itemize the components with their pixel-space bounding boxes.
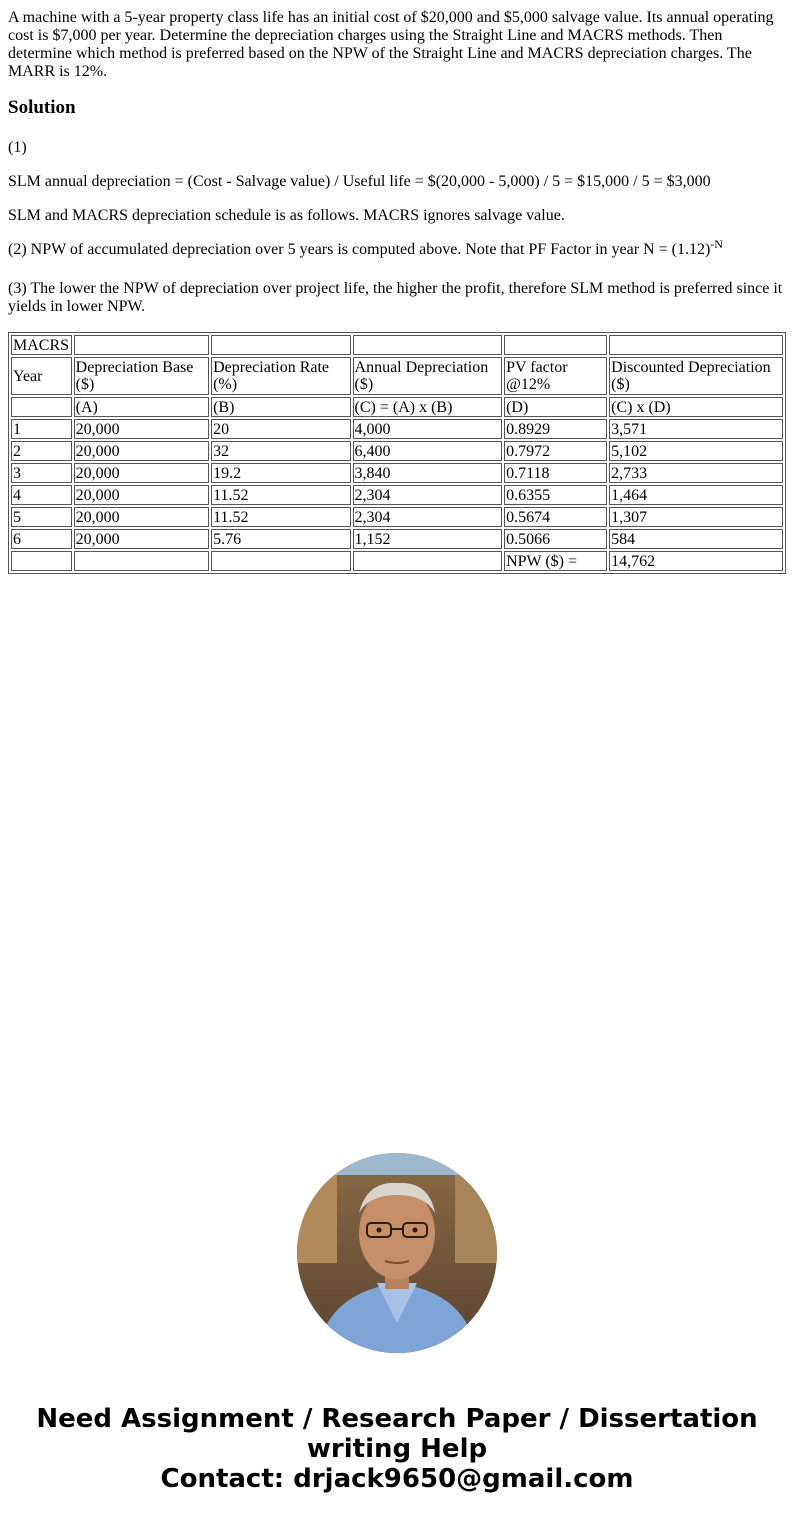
table-row xyxy=(11,463,783,483)
table-cell: (B) xyxy=(211,397,350,417)
table-cell: 5.76 xyxy=(211,529,350,549)
table-cell: Annual Depreciation ($) xyxy=(353,357,503,395)
table-row xyxy=(11,397,783,417)
table-cell: (A) xyxy=(74,397,209,417)
table-row xyxy=(11,357,783,395)
table-cell: 5,102 xyxy=(609,441,783,461)
table-cell: 0.7972 xyxy=(504,441,607,461)
table-cell xyxy=(353,551,503,571)
macrs-table xyxy=(8,332,786,574)
table-cell: 2,304 xyxy=(353,507,503,527)
table-cell: 6 xyxy=(11,529,72,549)
table-cell: 0.8929 xyxy=(504,419,607,439)
table-cell: 3,840 xyxy=(353,463,503,483)
schedule-note: SLM and MACRS depreciation schedule is as follows. MACRS ignores salvage value. xyxy=(8,207,565,224)
table-cell: 584 xyxy=(609,529,783,549)
table-cell: 20 xyxy=(211,419,350,439)
table-cell: PV factor @12% xyxy=(504,357,607,395)
table-cell: NPW ($) = xyxy=(504,551,607,571)
table-cell: 20,000 xyxy=(74,463,209,483)
table-cell: 3 xyxy=(11,463,72,483)
table-cell: 3,571 xyxy=(609,419,783,439)
footer-line-1: Need Assignment / Research Paper / Dissertation xyxy=(36,1404,758,1434)
table-cell: Discounted Depreciation ($) xyxy=(609,357,783,395)
table-row xyxy=(11,507,783,527)
table-cell: Depreciation Base ($) xyxy=(74,357,209,395)
table-cell: 0.5066 xyxy=(504,529,607,549)
table-cell: 20,000 xyxy=(74,529,209,549)
solution-heading: Solution xyxy=(8,97,76,118)
table-cell: 2,304 xyxy=(353,485,503,505)
table-cell xyxy=(211,551,350,571)
table-cell: 20,000 xyxy=(74,419,209,439)
table-cell: 20,000 xyxy=(74,507,209,527)
footer-line-2: writing Help xyxy=(306,1434,488,1464)
table-cell xyxy=(609,335,783,355)
footer-banner xyxy=(0,1404,794,1494)
table-cell: 2,733 xyxy=(609,463,783,483)
table-row xyxy=(11,485,783,505)
table-row xyxy=(11,551,783,571)
table-cell: 0.5674 xyxy=(504,507,607,527)
table-cell: (C) x (D) xyxy=(609,397,783,417)
table-cell: 5 xyxy=(11,507,72,527)
table-cell xyxy=(353,335,503,355)
question-text: A machine with a 5-year property class life has an initial cost of $20,000 and $5,000 salvage value. Its annual operating cost is $7,000 per year. Determine the depreciation charges using the Straight Line and MACRS methods. Then determine which method is preferred based on the NPW of the Straight Line and MACRS depreciation charges. The MARR is 12%. xyxy=(8,9,774,80)
table-cell: Depreciation Rate (%) xyxy=(211,357,350,395)
npw-note xyxy=(8,237,723,259)
table-cell: 1,307 xyxy=(609,507,783,527)
table-cell: 1,152 xyxy=(353,529,503,549)
part-1-label: (1) xyxy=(8,139,27,156)
footer-contact: Contact: drjack9650@gmail.com xyxy=(160,1464,634,1494)
table-cell: 6,400 xyxy=(353,441,503,461)
table-cell: 20,000 xyxy=(74,441,209,461)
table-cell: 2 xyxy=(11,441,72,461)
table-cell: 4,000 xyxy=(353,419,503,439)
table-cell xyxy=(74,551,209,571)
table-cell: 11.52 xyxy=(211,507,350,527)
table-row xyxy=(11,419,783,439)
author-avatar xyxy=(297,1153,497,1353)
table-row xyxy=(11,441,783,461)
table-cell: 0.7118 xyxy=(504,463,607,483)
conclusion-text: (3) The lower the NPW of depreciation over project life, the higher the profit, therefore SLM method is preferred since it yields in lower NPW. xyxy=(8,280,783,315)
table-cell xyxy=(11,397,72,417)
table-cell xyxy=(74,335,209,355)
author-photo xyxy=(297,1153,497,1353)
table-cell xyxy=(11,551,72,571)
table-cell: 11.52 xyxy=(211,485,350,505)
table-cell: 19.2 xyxy=(211,463,350,483)
table-cell: (C) = (A) x (B) xyxy=(353,397,503,417)
npw-note-text: (2) NPW of accumulated depreciation over 5 years is computed above. Note that PF Factor in year N = (1.12) xyxy=(8,241,711,258)
table-row xyxy=(11,335,783,355)
table-cell: 14,762 xyxy=(609,551,783,571)
table-cell: 32 xyxy=(211,441,350,461)
table-cell: 0.6355 xyxy=(504,485,607,505)
npw-note-exponent: -N xyxy=(710,237,723,251)
table-cell xyxy=(211,335,350,355)
table-cell xyxy=(504,335,607,355)
table-cell: (D) xyxy=(504,397,607,417)
table-row xyxy=(11,529,783,549)
table-cell: MACRS xyxy=(11,335,72,355)
table-cell: 20,000 xyxy=(74,485,209,505)
table-cell: 1 xyxy=(11,419,72,439)
slm-calculation: SLM annual depreciation = (Cost - Salvage value) / Useful life = $(20,000 - 5,000) / 5 = $15,000 / 5 = $3,000 xyxy=(8,173,711,190)
table-cell: Year xyxy=(11,357,72,395)
table-cell: 1,464 xyxy=(609,485,783,505)
table-cell: 4 xyxy=(11,485,72,505)
